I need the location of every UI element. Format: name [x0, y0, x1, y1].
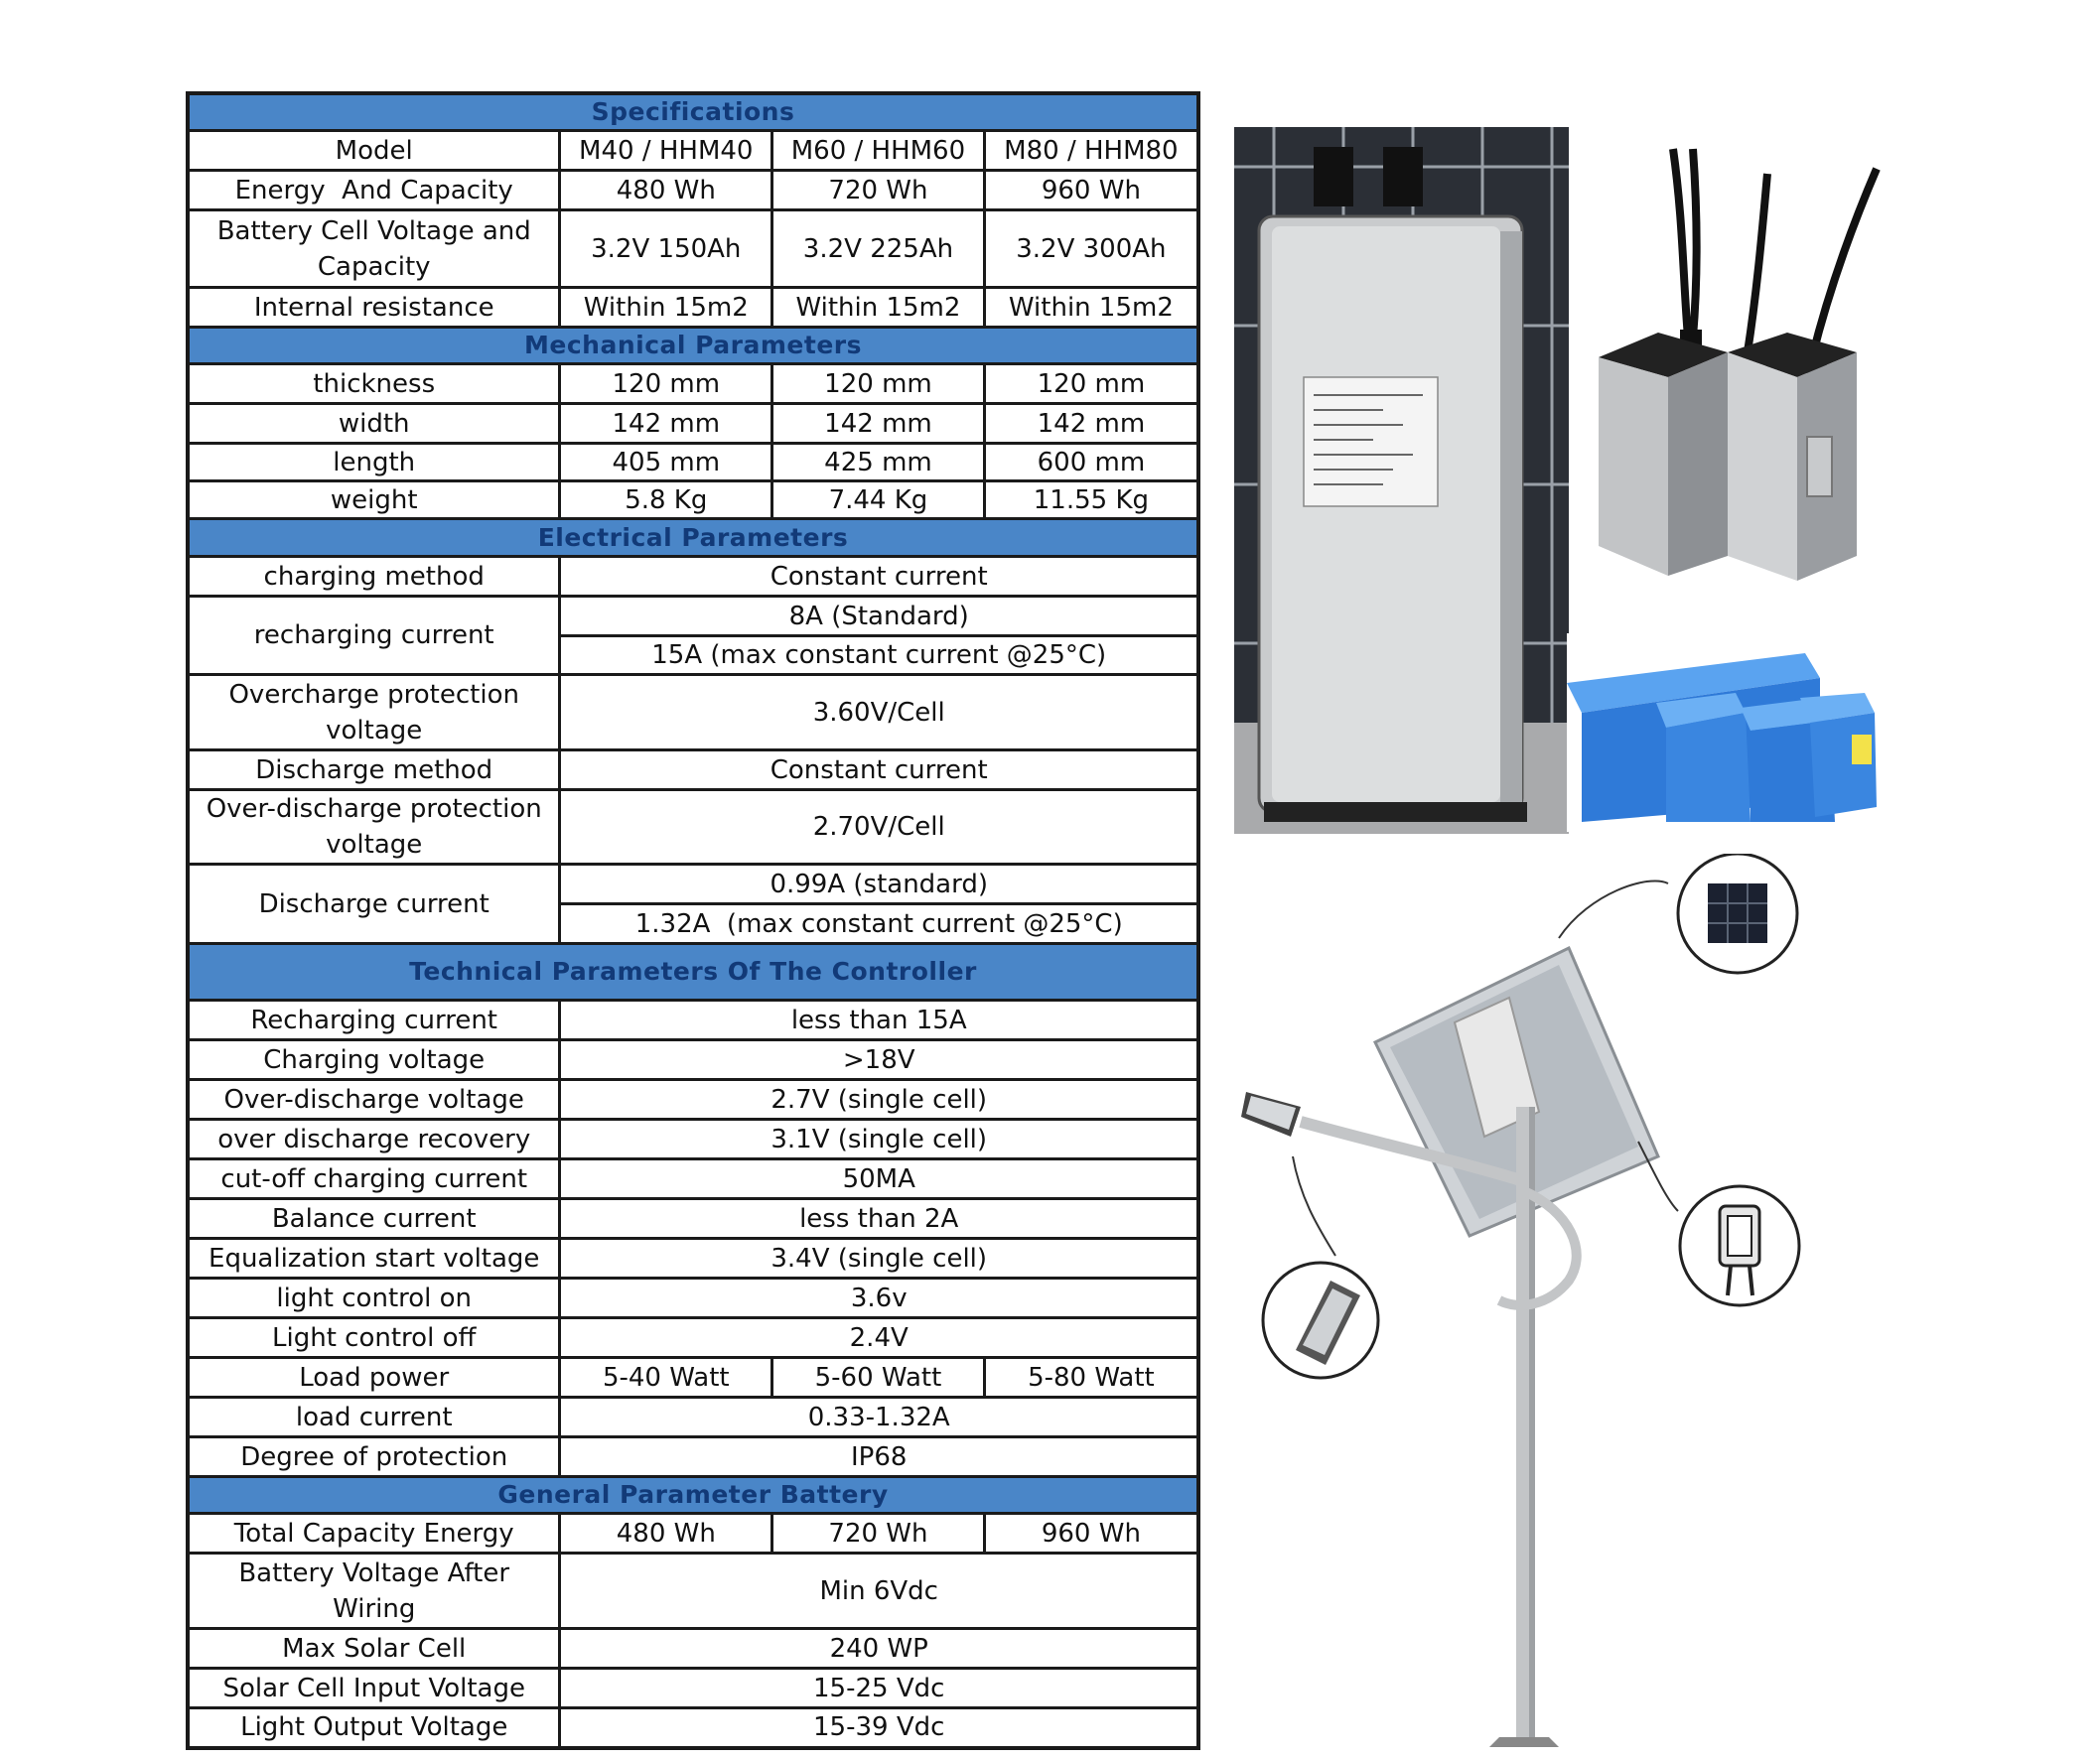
- cell-value: 142 mm: [984, 404, 1198, 444]
- cell-value: Within 15m2: [772, 288, 985, 328]
- row-label: Max Solar Cell: [188, 1629, 560, 1669]
- cell-value: M40 / HHM40: [560, 131, 772, 171]
- row-label: charging method: [188, 557, 560, 597]
- row-label: length: [188, 444, 560, 481]
- cell-value: Min 6Vdc: [560, 1554, 1198, 1629]
- table-row: [188, 481, 1198, 519]
- row-label: Charging voltage: [188, 1040, 560, 1080]
- row-label: cut-off charging current: [188, 1159, 560, 1199]
- section-title: Specifications: [188, 93, 1198, 131]
- cell-value: Constant current: [560, 557, 1198, 597]
- cell-value: 120 mm: [772, 364, 985, 404]
- section-title: Mechanical Parameters: [188, 328, 1198, 364]
- cell-value: 0.99A (standard): [560, 865, 1198, 904]
- table-row: [188, 790, 1198, 865]
- cell-value: 5-60 Watt: [772, 1358, 985, 1398]
- row-label: Degree of protection: [188, 1437, 560, 1477]
- section-header-mechanical: [188, 328, 1198, 364]
- section-title: General Parameter Battery: [188, 1477, 1198, 1514]
- cell-value: 120 mm: [984, 364, 1198, 404]
- table-row: [188, 1239, 1198, 1279]
- section-header-controller: [188, 944, 1198, 1001]
- table-row: [188, 1669, 1198, 1708]
- table-row: [188, 1318, 1198, 1358]
- cell-value: 3.2V 225Ah: [772, 210, 985, 288]
- table-row: [188, 1080, 1198, 1120]
- table-row: [188, 364, 1198, 404]
- row-label: Model: [188, 131, 560, 171]
- specifications-table: [186, 91, 1200, 1750]
- table-row: [188, 557, 1198, 597]
- cell-value: 3.60V/Cell: [560, 675, 1198, 750]
- cell-value: 480 Wh: [560, 171, 772, 210]
- cell-value: 3.2V 300Ah: [984, 210, 1198, 288]
- cell-value: 2.7V (single cell): [560, 1080, 1198, 1120]
- table-row: [188, 1120, 1198, 1159]
- battery-box-photo: [1234, 127, 1569, 834]
- table-row: [188, 597, 1198, 636]
- table-row: [188, 1629, 1198, 1669]
- row-label: Energy And Capacity: [188, 171, 560, 210]
- cell-value: IP68: [560, 1437, 1198, 1477]
- cell-value: 240 WP: [560, 1629, 1198, 1669]
- cell-value: 7.44 Kg: [772, 481, 985, 519]
- table-row: [188, 865, 1198, 904]
- row-label: Over-discharge protection voltage: [188, 790, 560, 865]
- cell-value: 3.1V (single cell): [560, 1120, 1198, 1159]
- section-title: Electrical Parameters: [188, 519, 1198, 557]
- cell-value: 5-40 Watt: [560, 1358, 772, 1398]
- battery-cells-photo: [1567, 633, 1885, 832]
- cell-value: 11.55 Kg: [984, 481, 1198, 519]
- table-row: [188, 288, 1198, 328]
- cell-value: 2.70V/Cell: [560, 790, 1198, 865]
- solar-street-light-diagram: [1241, 854, 1817, 1747]
- cell-value: 3.4V (single cell): [560, 1239, 1198, 1279]
- table-row: [188, 1437, 1198, 1477]
- row-label: Total Capacity Energy: [188, 1514, 560, 1554]
- cell-value: 120 mm: [560, 364, 772, 404]
- row-label: Balance current: [188, 1199, 560, 1239]
- row-label: Discharge method: [188, 750, 560, 790]
- table-row: [188, 131, 1198, 171]
- table-row: [188, 675, 1198, 750]
- cell-value: 5-80 Watt: [984, 1358, 1198, 1398]
- cell-value: 15A (max constant current @25°C): [560, 636, 1198, 675]
- cell-value: 425 mm: [772, 444, 985, 481]
- table-row: [188, 1398, 1198, 1437]
- row-label: thickness: [188, 364, 560, 404]
- cell-value: 5.8 Kg: [560, 481, 772, 519]
- table-row: [188, 1554, 1198, 1629]
- cell-value: 15-39 Vdc: [560, 1708, 1198, 1748]
- row-label: Load power: [188, 1358, 560, 1398]
- table-row: [188, 1040, 1198, 1080]
- row-label: recharging current: [188, 597, 560, 675]
- cell-value: M60 / HHM60: [772, 131, 985, 171]
- row-label: Light control off: [188, 1318, 560, 1358]
- cell-value: 50MA: [560, 1159, 1198, 1199]
- cell-value: 600 mm: [984, 444, 1198, 481]
- cell-value: less than 2A: [560, 1199, 1198, 1239]
- cell-value: M80 / HHM80: [984, 131, 1198, 171]
- section-title: Technical Parameters Of The Controller: [188, 944, 1198, 1001]
- table-row: [188, 750, 1198, 790]
- cell-value: 2.4V: [560, 1318, 1198, 1358]
- cell-value: 3.6v: [560, 1279, 1198, 1318]
- table-row: [188, 1159, 1198, 1199]
- cell-value: 720 Wh: [772, 1514, 985, 1554]
- cell-value: 142 mm: [560, 404, 772, 444]
- cell-value: 15-25 Vdc: [560, 1669, 1198, 1708]
- row-label: Battery Voltage After Wiring: [188, 1554, 560, 1629]
- cell-value: 3.2V 150Ah: [560, 210, 772, 288]
- row-label: Solar Cell Input Voltage: [188, 1669, 560, 1708]
- row-label: Light Output Voltage: [188, 1708, 560, 1748]
- table-row: [188, 1514, 1198, 1554]
- cell-value: 720 Wh: [772, 171, 985, 210]
- table-row: [188, 444, 1198, 481]
- table-row: [188, 171, 1198, 210]
- table-row: [188, 1708, 1198, 1748]
- row-label: width: [188, 404, 560, 444]
- cell-value: 142 mm: [772, 404, 985, 444]
- cell-value: Constant current: [560, 750, 1198, 790]
- cell-value: 0.33-1.32A: [560, 1398, 1198, 1437]
- table-row: [188, 1358, 1198, 1398]
- row-label: load current: [188, 1398, 560, 1437]
- table-row: [188, 1001, 1198, 1040]
- cell-value: Within 15m2: [560, 288, 772, 328]
- row-label: light control on: [188, 1279, 560, 1318]
- section-header-general: [188, 1477, 1198, 1514]
- section-header-specifications: [188, 93, 1198, 131]
- row-label: Battery Cell Voltage and Capacity: [188, 210, 560, 288]
- row-label: Internal resistance: [188, 288, 560, 328]
- row-label: Equalization start voltage: [188, 1239, 560, 1279]
- cell-value: 405 mm: [560, 444, 772, 481]
- cell-value: 8A (Standard): [560, 597, 1198, 636]
- row-label: Recharging current: [188, 1001, 560, 1040]
- cell-value: 960 Wh: [984, 1514, 1198, 1554]
- table-row: [188, 210, 1198, 288]
- row-label: Overcharge protection voltage: [188, 675, 560, 750]
- table-row: [188, 1199, 1198, 1239]
- section-header-electrical: [188, 519, 1198, 557]
- battery-packs-photo: [1589, 139, 1887, 586]
- cell-value: less than 15A: [560, 1001, 1198, 1040]
- cell-value: 480 Wh: [560, 1514, 772, 1554]
- row-label: Over-discharge voltage: [188, 1080, 560, 1120]
- table-row: [188, 1279, 1198, 1318]
- table-row: [188, 404, 1198, 444]
- cell-value: 1.32A (max constant current @25°C): [560, 904, 1198, 944]
- row-label: over discharge recovery: [188, 1120, 560, 1159]
- row-label: Discharge current: [188, 865, 560, 944]
- cell-value: Within 15m2: [984, 288, 1198, 328]
- cell-value: >18V: [560, 1040, 1198, 1080]
- row-label: weight: [188, 481, 560, 519]
- cell-value: 960 Wh: [984, 171, 1198, 210]
